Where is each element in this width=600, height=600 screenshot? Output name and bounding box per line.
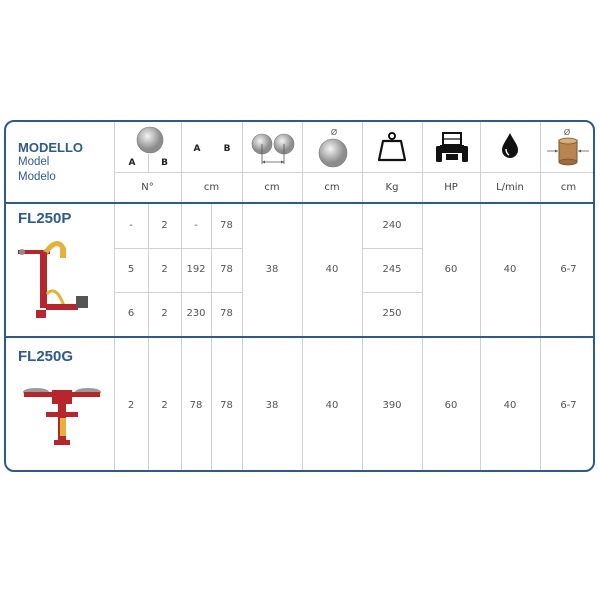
dim-b-label: B (223, 144, 231, 154)
fl250p-r3-weight: 250 (382, 308, 402, 319)
fl250p-r1-dim-a: - (194, 220, 198, 231)
fl250p-width: 38 (265, 264, 279, 275)
unit-power: HP (444, 182, 458, 193)
fl250p-r3-count-b: 2 (161, 308, 168, 319)
fl250p-r1-dim-b: 78 (220, 220, 233, 231)
fl250p-machine-image (16, 234, 96, 326)
fl250p-r1-count-a: - (129, 220, 133, 231)
fl250p-r3-count-a: 6 (127, 308, 135, 319)
diameter-symbol: Ø (330, 128, 338, 137)
fl250g-width: 38 (265, 400, 279, 411)
unit-weight: Kg (385, 182, 399, 193)
fl250g-dim-a: 78 (189, 400, 203, 411)
unit-width: cm (264, 182, 280, 193)
cut-diameter-symbol: Ø (563, 128, 571, 137)
unit-ab: cm (203, 182, 220, 193)
fl250g-machine-image (16, 372, 108, 452)
disc-spacing-icon (250, 130, 296, 168)
model-name-fl250p: FL250P (18, 210, 72, 227)
fl250g-flow: 40 (503, 400, 517, 411)
fl250p-r2-count-a: 5 (127, 264, 135, 275)
fl250p-r1-weight: 240 (382, 220, 402, 231)
dim-a-label: A (193, 144, 201, 154)
fl250g-count-b: 2 (161, 400, 168, 411)
fl250p-r3-dim-a: 230 (186, 308, 206, 319)
sub-a-label: A (128, 158, 136, 168)
fl250p-r2-count-b: 2 (161, 264, 168, 275)
fl250p-flow: 40 (503, 264, 517, 275)
model-name-fl250g: FL250G (18, 348, 74, 365)
model-label: Model (18, 156, 50, 168)
fl250g-cut: 6-7 (560, 400, 577, 411)
oil-drop-icon (500, 132, 520, 160)
fl250p-r3-dim-b: 78 (220, 308, 233, 319)
unit-count: N° (141, 182, 154, 193)
fl250p-disc: 40 (325, 264, 339, 275)
modelo-label: Modelo (18, 171, 56, 183)
fl250p-r2-dim-b: 78 (220, 264, 233, 275)
log-cut-icon (546, 136, 590, 166)
disc-diameter-icon (316, 138, 350, 168)
fl250p-r2-dim-a: 192 (186, 264, 206, 275)
unit-cut: cm (560, 182, 577, 193)
unit-flow: L/min (496, 182, 524, 193)
fl250p-r1-count-b: 2 (161, 220, 168, 231)
fl250g-dim-b: 78 (220, 400, 233, 411)
unit-disc: cm (324, 182, 340, 193)
fl250p-power: 60 (444, 264, 458, 275)
fl250p-cut: 6-7 (560, 264, 577, 275)
fl250g-count-a: 2 (127, 400, 135, 411)
modello-label: MODELLO (18, 140, 83, 155)
fl250g-power: 60 (444, 400, 458, 411)
sub-b-label: B (161, 158, 168, 168)
spec-table (4, 120, 595, 472)
fl250g-weight: 390 (382, 400, 402, 411)
fl250g-disc: 40 (325, 400, 339, 411)
tractor-icon (434, 130, 470, 164)
disc-count-icon (130, 126, 170, 154)
fl250p-r2-weight: 245 (382, 264, 402, 275)
weight-icon (378, 132, 406, 162)
